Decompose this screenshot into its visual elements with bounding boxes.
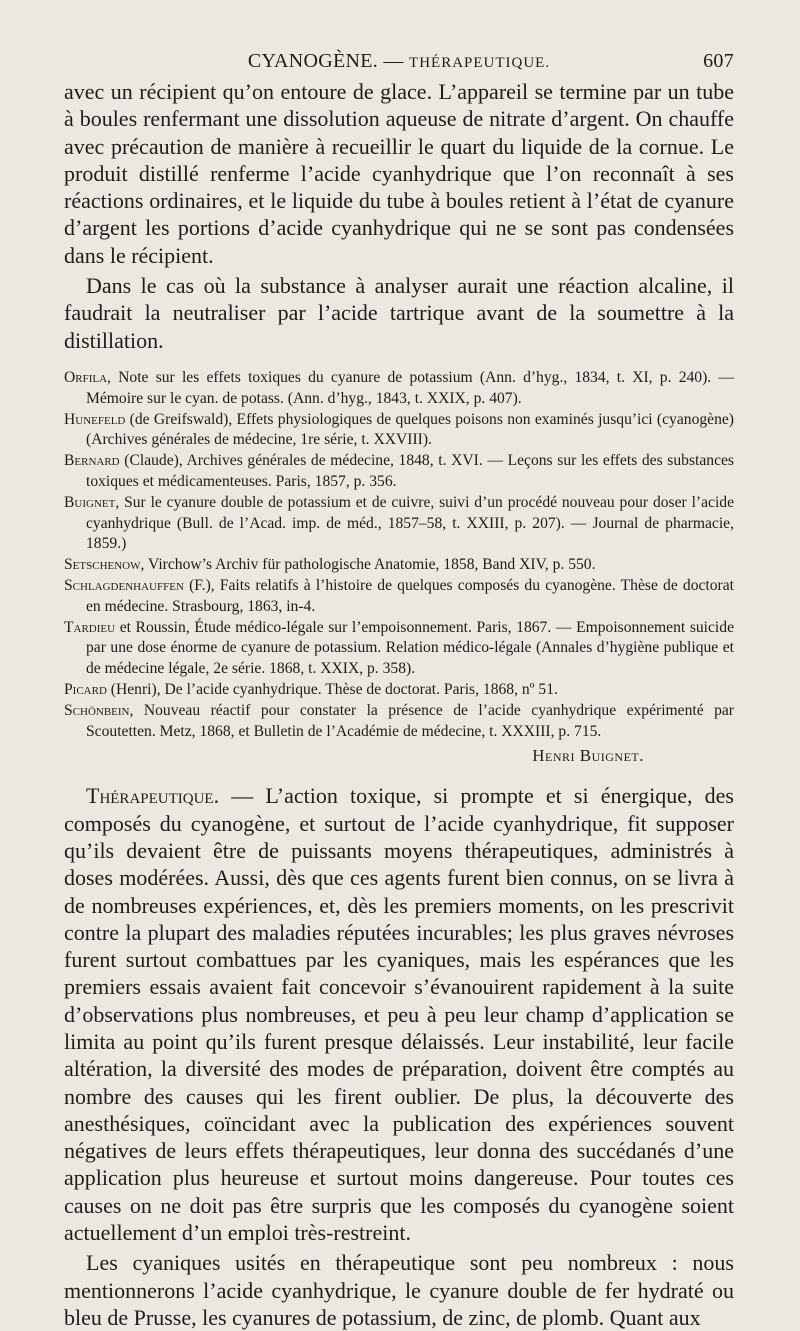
- reference-text: , Nouveau réactif pour constater la présence de l’acide cyanhydrique expérimenté par Scoutetten. Metz, 1868, et Bulletin de l’Académie de médecine, t. XXXIII, p. 715.: [86, 701, 734, 740]
- reference-item: [64, 680, 734, 701]
- therapeutique-text: — L’action toxique, si prompte et si énergique, des composés du cyanogène, et surtout de l’acide cyanhydrique, fit supposer qu’ils devaient être de puissants moyens thérapeutiques, administrés à doses modérées. Aussi, dès que ces agents furent bien connus, on se livra à de nombreuses expériences, et, dès les premiers moments, on les prescrivit contre la plupart des maladies réputées incurables; les plus graves névroses furent surtout combattues par les cyaniques, mais les espérances que les premiers essais avaient fait concevoir s’évanouirent rapidement à la suite d’observations plus nombreuses, et peu à peu leur champ d’application se limita au point qu’ils furent presque délaissés. Leur instabilité, leur facile altération, la diversité des modes de préparation, doivent être comptés au nombre des causes qui les firent oublier. De plus, la découverte des anesthésiques, coïncidant avec la publication des expériences souvent négatives de leurs effets thérapeutiques, leur donna des succédanés d’une application plus heureuse et surtout moins dangereuse. Pour toutes ces causes on ne doit pas être surpris que les composés du cyanogène soient actuellement d’un emploi très-restreint.: [64, 783, 734, 1246]
- therapeutique-paragraph-1: [64, 782, 734, 1246]
- reference-author: Bernard: [64, 452, 120, 470]
- section-lead: Thérapeutique.: [86, 783, 220, 809]
- reference-author: Tardieu: [64, 618, 116, 636]
- reference-author: Buignet: [64, 493, 116, 511]
- reference-item: [64, 555, 734, 576]
- reference-text: (F.), Faits relatifs à l’histoire de quelques composés du cyanogène. Thèse de doctorat en médecine. Strasbourg, 1863, in-4.: [86, 576, 734, 615]
- reference-text: , Note sur les effets toxiques du cyanure de potassium (Ann. d’hyg., 1834, t. XI, p. 240). — Mémoire sur le cyan. de potass. (Ann. d’hyg., 1843, t. XXIX, p. 407).: [86, 368, 734, 407]
- reference-author: Picard: [64, 680, 107, 698]
- reference-author: Schönbein: [64, 701, 130, 719]
- reference-item: [64, 576, 734, 618]
- author-signature: Henri Buignet.: [532, 746, 644, 766]
- reference-text: (Claude), Archives générales de médecine, 1848, t. XVI. — Leçons sur les effets des substances toxiques et médicamenteuses. Paris, 1857, p. 356.: [86, 452, 734, 490]
- therapeutique-paragraph-2: Les cyaniques usités en thérapeutique sont peu nombreux : nous mentionnerons l’acide cyanhydrique, le cyanure double de fer hydraté ou bleu de Prusse, les cyanures de potassium, de zinc, de plomb. Quant aux: [64, 1250, 734, 1330]
- reference-text: (de Greifswald), Effets physiologiques de quelques poisons non examinés jusqu’ici (cyanogène) (Archives générales de médecine, 1re série, t. XXVIII).: [86, 410, 734, 449]
- reference-author: Orfila: [64, 368, 108, 386]
- book-page: [64, 44, 734, 1331]
- reference-text: , Virchow’s Archiv für pathologische Anatomie, 1858, Band XIV, p. 550.: [140, 556, 596, 574]
- bibliography: [64, 368, 734, 742]
- reference-text: et Roussin, Étude médico-légale sur l’empoisonnement. Paris, 1867. — Empoisonnement suicide par une dose énorme de cyanure de potassium. Relation médico-légale (Annales d’hygiène publique et de médecine légale, 2e série. 1868, t. XXIX, p. 358).: [86, 618, 734, 678]
- running-header: [64, 44, 734, 78]
- header-section: THÉRAPEUTIQUE.: [409, 55, 551, 71]
- reference-item: [64, 701, 734, 743]
- reference-item: [64, 410, 734, 452]
- reference-item: [64, 618, 734, 680]
- reference-item: [64, 493, 734, 555]
- reference-author: Hunefeld: [64, 410, 126, 428]
- reference-text: , Sur le cyanure double de potassium et de cuivre, suivi d’un procédé nouveau pour doser l’acide cyanhydrique (Bull. de l’Acad. imp. de méd., 1857–58, t. XXIII, p. 207). — Journal de pharmacie, 1859.): [86, 493, 734, 553]
- reference-item: [64, 451, 734, 493]
- running-title: [248, 44, 550, 80]
- reference-author: Schlagdenhauffen: [64, 576, 184, 594]
- page-number: 607: [703, 50, 734, 72]
- reference-author: Setschenow: [64, 556, 141, 574]
- intro-paragraph-1: avec un récipient qu’on entoure de glace. L’appareil se termine par un tube à boules renfermant une dissolution aqueuse de nitrate d’argent. On chauffe avec précaution de manière à recueillir le quart du liquide de la cornue. Le produit distillé renferme l’acide cyanhydrique que l’on reconnaît à ses réactions ordinaires, et le liquide du tube à boules retient à l’état de cyanure d’argent les portions d’acide cyanhydrique qui ne se sont pas condensées dans le récipient.: [64, 79, 734, 268]
- header-title-main: CYANOGÈNE.: [247, 50, 379, 72]
- intro-paragraph-2: Dans le cas où la substance à analyser aurait une réaction alcaline, il faudrait la neutraliser par l’acide tartrique avant de la soumettre à la distillation.: [64, 273, 734, 353]
- reference-item: [64, 368, 734, 410]
- reference-text: (Henri), De l’acide cyanhydrique. Thèse de doctorat. Paris, 1868, nº 51.: [106, 680, 558, 698]
- header-dash: —: [383, 50, 404, 72]
